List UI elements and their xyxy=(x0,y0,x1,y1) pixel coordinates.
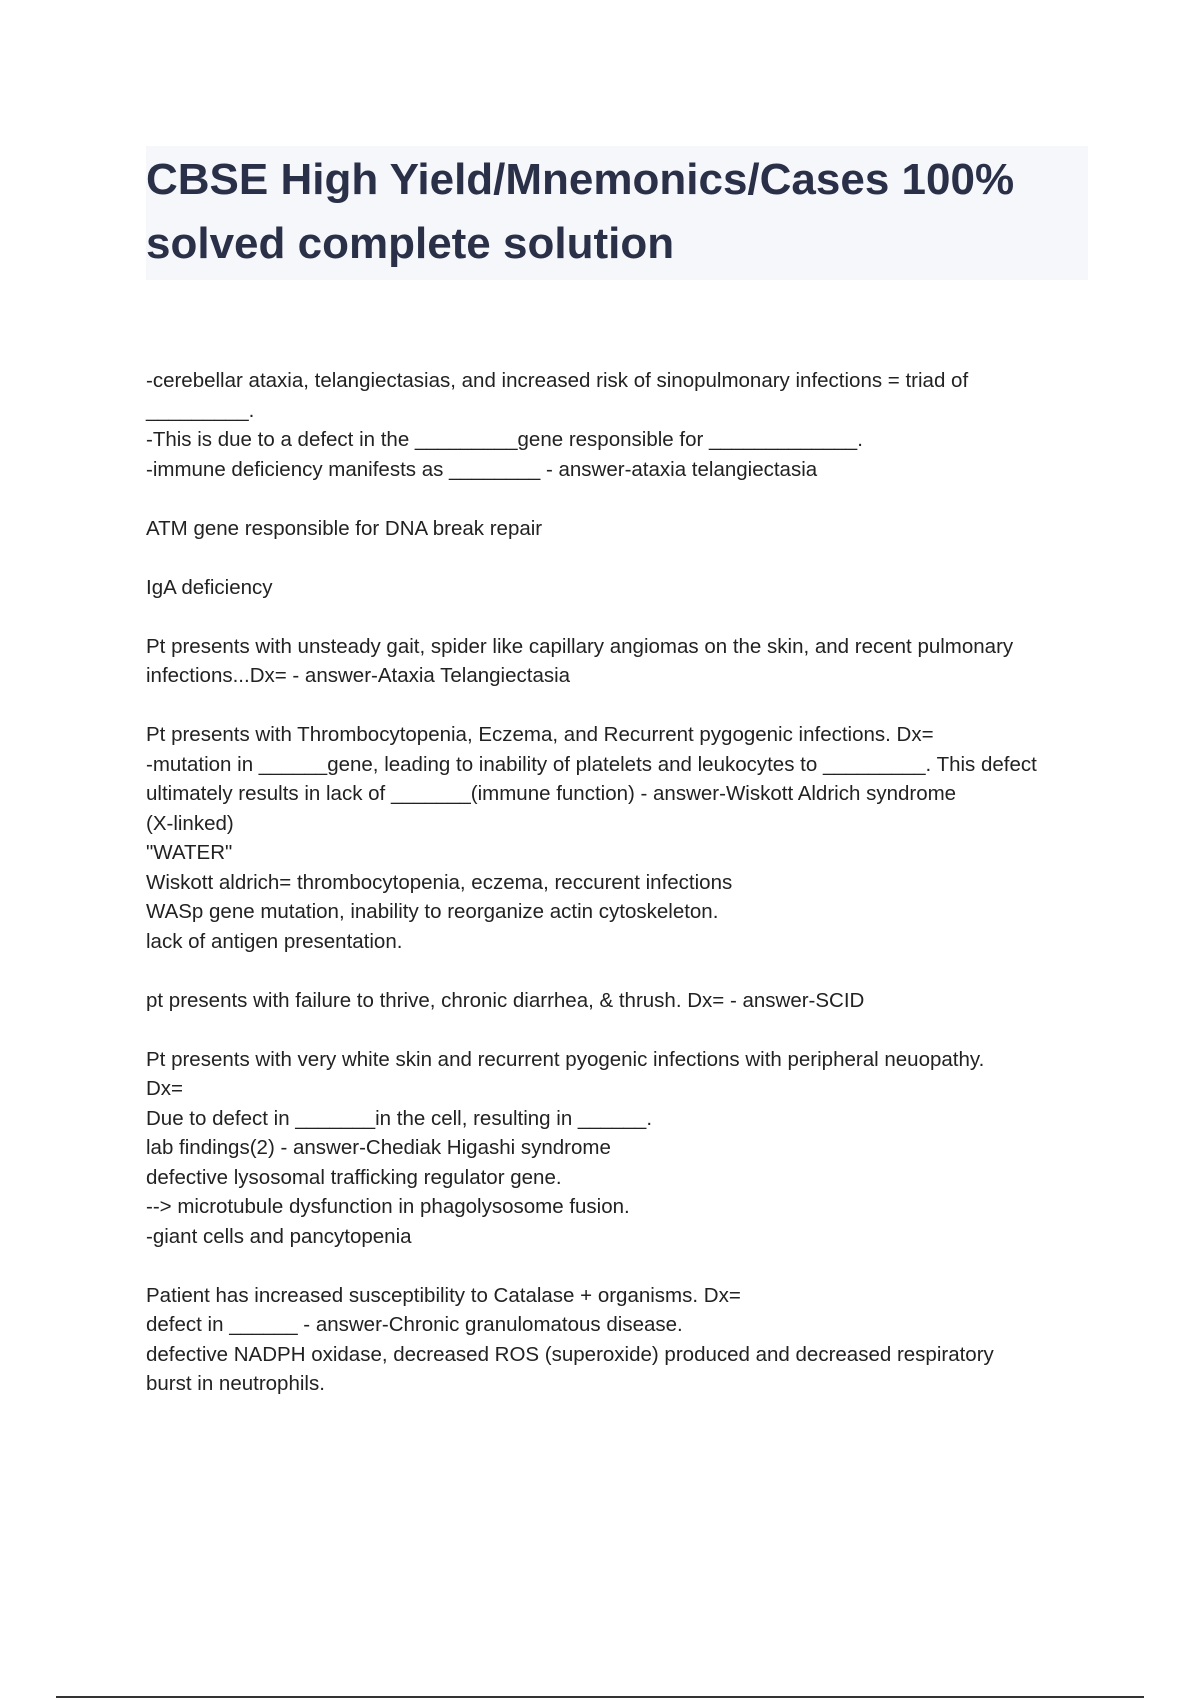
text-line: defect in ______ - answer-Chronic granulomatous disease. xyxy=(146,1313,683,1336)
text-line: infections...Dx= - answer-Ataxia Telangiectasia xyxy=(146,664,571,687)
footer-divider xyxy=(56,1696,1144,1698)
qa-block-chronic-granulomatous xyxy=(146,1281,1106,1399)
text-line: (X-linked) xyxy=(146,811,234,835)
text-line: WASp gene mutation, inability to reorganize actin cytoskeleton. xyxy=(146,900,719,923)
text-line: Dx= xyxy=(146,1077,184,1100)
text-line: -mutation in ______gene, leading to inability of platelets and leukocytes to _________. This defect xyxy=(146,752,1037,776)
text-line: Pt presents with unsteady gait, spider like capillary angiomas on the skin, and recent pulmonary xyxy=(146,634,1014,658)
text-line: "WATER" xyxy=(146,841,233,864)
text-line: IgA deficiency xyxy=(146,575,273,599)
text-line: -immune deficiency manifests as ________ - answer-ataxia telangiectasia xyxy=(146,457,818,481)
text-line: -giant cells and pancytopenia xyxy=(146,1224,412,1248)
page-title xyxy=(146,148,1088,276)
qa-block-chediak-higashi xyxy=(146,1045,1106,1252)
text-line: defective lysosomal trafficking regulator gene. xyxy=(146,1165,562,1189)
text-line: -cerebellar ataxia, telangiectasias, and increased risk of sinopulmonary infections = triad of xyxy=(146,369,969,392)
title-line-1: CBSE High Yield/Mnemonics/Cases 100% xyxy=(146,155,1015,204)
qa-block-unsteady-gait xyxy=(146,632,1106,691)
text-line: ATM gene responsible for DNA break repair xyxy=(146,516,543,540)
qa-block-wiskott-aldrich xyxy=(146,720,1106,956)
title-line-2: solved complete solution xyxy=(146,219,675,268)
qa-block-scid xyxy=(146,986,1106,1016)
text-line: Pt presents with Thrombocytopenia, Eczema, and Recurrent pygogenic infections. Dx= xyxy=(146,723,934,746)
text-line: lack of antigen presentation. xyxy=(146,929,403,953)
text-line: Due to defect in _______in the cell, resulting in ______. xyxy=(146,1106,653,1130)
qa-block-iga-deficiency xyxy=(146,573,1106,603)
qa-block-ataxia-triad xyxy=(146,366,1106,484)
text-line: Pt presents with very white skin and recurrent pyogenic infections with peripheral neuopathy. xyxy=(146,1047,985,1071)
document-body xyxy=(146,366,1106,1428)
text-line: ultimately results in lack of _______(immune function) - answer-Wiskott Aldrich syndrome xyxy=(146,782,957,805)
text-line: burst in neutrophils. xyxy=(146,1372,325,1395)
text-line: --> microtubule dysfunction in phagolysosome fusion. xyxy=(146,1195,630,1218)
text-line: _________. xyxy=(146,398,255,422)
text-line: defective NADPH oxidase, decreased ROS (superoxide) produced and decreased respiratory xyxy=(146,1342,994,1366)
text-line: pt presents with failure to thrive, chronic diarrhea, & thrush. Dx= - answer-SCID xyxy=(146,988,865,1012)
text-line: Wiskott aldrich= thrombocytopenia, eczema, reccurent infections xyxy=(146,870,733,894)
title-banner xyxy=(146,146,1088,280)
text-line: -This is due to a defect in the _________gene responsible for _____________. xyxy=(146,428,863,451)
qa-block-atm-gene xyxy=(146,514,1106,544)
text-line: lab findings(2) - answer-Chediak Higashi syndrome xyxy=(146,1136,611,1159)
text-line: Patient has increased susceptibility to Catalase + organisms. Dx= xyxy=(146,1283,741,1307)
